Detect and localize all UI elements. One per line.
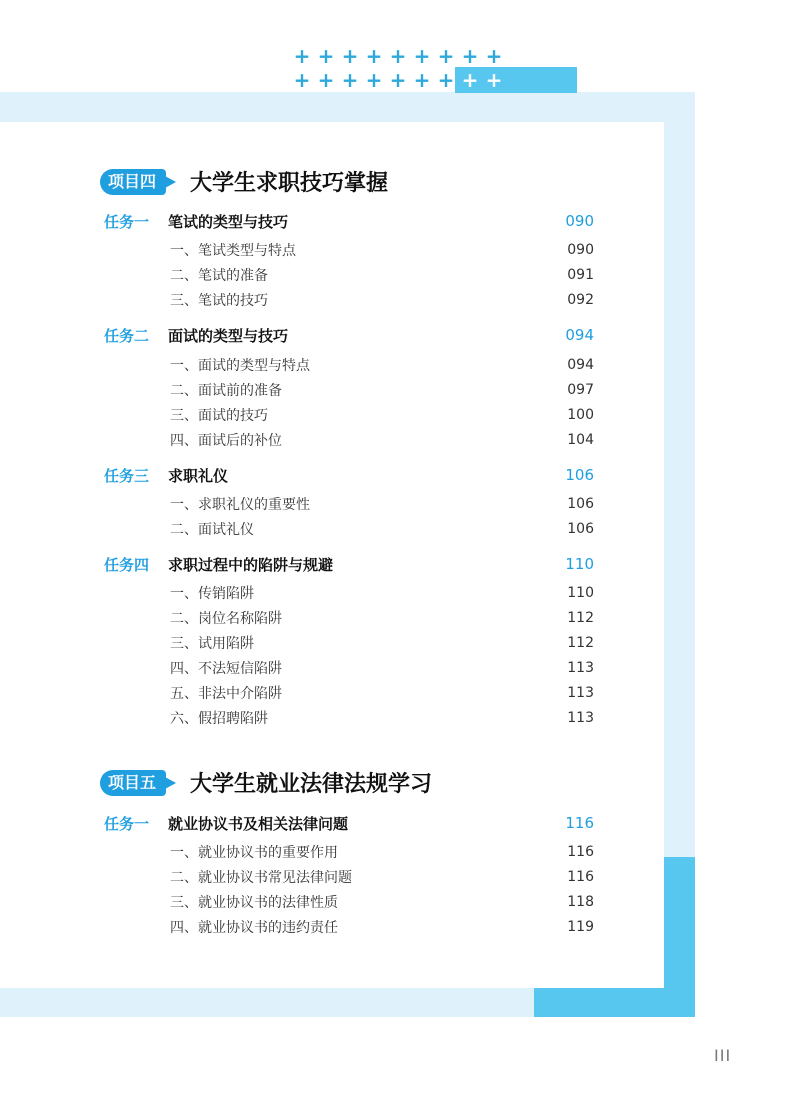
sub-page-number: 091 — [567, 267, 594, 283]
toc-sub-entry[interactable] — [170, 917, 594, 937]
toc-sub-entry[interactable] — [170, 708, 594, 728]
sub-title: 四、不法短信陷阱 — [170, 661, 282, 677]
sub-title: 二、面试礼仪 — [170, 522, 254, 538]
toc-sub-entry[interactable] — [170, 892, 594, 912]
toc-sub-entry[interactable] — [170, 240, 594, 260]
task-page-number: 110 — [565, 555, 594, 573]
plus-icon: + — [413, 68, 431, 92]
plus-icon: + — [389, 68, 407, 92]
sub-title: 一、就业协议书的重要作用 — [170, 845, 338, 861]
sub-page-number: 118 — [567, 894, 594, 910]
sub-page-number: 094 — [567, 357, 594, 373]
sub-title: 二、面试前的准备 — [170, 383, 282, 399]
sub-page-number: 090 — [567, 242, 594, 258]
toc-sub-entry[interactable] — [170, 583, 594, 603]
plus-icon: + — [485, 44, 503, 68]
toc-sub-entry[interactable] — [170, 683, 594, 703]
sub-title: 六、假招聘陷阱 — [170, 711, 268, 727]
task-label: 任务二 — [104, 326, 150, 345]
sub-title: 二、就业协议书常见法律问题 — [170, 870, 352, 886]
sub-page-number: 112 — [567, 635, 594, 651]
sub-page-number: 106 — [567, 496, 594, 512]
plus-icon: + — [341, 68, 359, 92]
plus-icon: + — [413, 44, 431, 68]
toc-sub-entry[interactable] — [170, 290, 594, 310]
task-label: 任务三 — [104, 466, 150, 485]
sub-page-number: 113 — [567, 660, 594, 676]
project-heading — [100, 767, 432, 798]
project-title: 大学生求职技巧掌握 — [190, 170, 389, 196]
toc-sub-entry[interactable] — [170, 519, 594, 539]
task-title: 求职礼仪 — [168, 466, 229, 485]
toc-sub-entry[interactable] — [170, 380, 594, 400]
plus-icon: + — [293, 68, 311, 92]
toc-sub-entry[interactable] — [170, 430, 594, 450]
toc-sub-entry[interactable] — [170, 355, 594, 375]
toc-sub-entry[interactable] — [170, 658, 594, 678]
project-badge: 项目四 — [100, 169, 166, 195]
plus-icon: + — [293, 44, 311, 68]
sub-page-number: 106 — [567, 521, 594, 537]
toc-sub-entry[interactable] — [170, 494, 594, 514]
sub-title: 四、就业协议书的违约责任 — [170, 920, 338, 936]
task-title: 笔试的类型与技巧 — [168, 212, 289, 231]
plus-icon: + — [341, 44, 359, 68]
toc-sub-entry[interactable] — [170, 842, 594, 862]
toc-task-entry[interactable] — [104, 812, 594, 834]
sub-page-number: 104 — [567, 432, 594, 448]
sub-page-number: 100 — [567, 407, 594, 423]
plus-icon: + — [461, 68, 479, 92]
task-title: 面试的类型与技巧 — [168, 326, 289, 345]
task-title: 就业协议书及相关法律问题 — [168, 814, 349, 833]
task-label: 任务一 — [104, 814, 150, 833]
sub-page-number: 112 — [567, 610, 594, 626]
plus-icon: + — [365, 68, 383, 92]
task-page-number: 106 — [565, 466, 594, 484]
plus-icon: + — [317, 68, 335, 92]
sub-title: 五、非法中介陷阱 — [170, 686, 282, 702]
plus-icon: + — [437, 68, 455, 92]
plus-icon: + — [365, 44, 383, 68]
sub-page-number: 097 — [567, 382, 594, 398]
plus-icon: + — [389, 44, 407, 68]
sub-title: 四、面试后的补位 — [170, 433, 282, 449]
sub-page-number: 113 — [567, 710, 594, 726]
toc-sub-entry[interactable] — [170, 867, 594, 887]
task-title: 求职过程中的陷阱与规避 — [168, 555, 334, 574]
sub-page-number: 110 — [567, 585, 594, 601]
task-page-number: 090 — [565, 212, 594, 230]
toc-sub-entry[interactable] — [170, 608, 594, 628]
toc-task-entry[interactable] — [104, 324, 594, 346]
sub-title: 一、面试的类型与特点 — [170, 358, 310, 374]
sub-title: 一、笔试类型与特点 — [170, 243, 296, 259]
task-label: 任务四 — [104, 555, 150, 574]
toc-sub-entry[interactable] — [170, 405, 594, 425]
sub-title: 一、求职礼仪的重要性 — [170, 497, 310, 513]
sub-page-number: 113 — [567, 685, 594, 701]
sub-page-number: 092 — [567, 292, 594, 308]
sub-title: 二、笔试的准备 — [170, 268, 268, 284]
sub-title: 三、笔试的技巧 — [170, 293, 268, 309]
task-label: 任务一 — [104, 212, 150, 231]
sub-title: 三、面试的技巧 — [170, 408, 268, 424]
project-badge: 项目五 — [100, 770, 166, 796]
sub-title: 二、岗位名称陷阱 — [170, 611, 282, 627]
plus-icon: + — [485, 68, 503, 92]
sub-title: 三、试用陷阱 — [170, 636, 254, 652]
sub-page-number: 119 — [567, 919, 594, 935]
task-page-number: 116 — [565, 814, 594, 832]
toc-task-entry[interactable] — [104, 464, 594, 486]
toc-task-entry[interactable] — [104, 210, 594, 232]
page-number: III — [714, 1046, 732, 1065]
sub-title: 三、就业协议书的法律性质 — [170, 895, 338, 911]
plus-icon: + — [461, 44, 479, 68]
sub-page-number: 116 — [567, 844, 594, 860]
plus-pattern — [290, 44, 510, 92]
project-title: 大学生就业法律法规学习 — [190, 771, 433, 797]
toc-task-entry[interactable] — [104, 553, 594, 575]
toc-sub-entry[interactable] — [170, 633, 594, 653]
sub-page-number: 116 — [567, 869, 594, 885]
plus-icon: + — [437, 44, 455, 68]
sub-title: 一、传销陷阱 — [170, 586, 254, 602]
plus-icon: + — [317, 44, 335, 68]
project-heading — [100, 166, 388, 197]
toc-sub-entry[interactable] — [170, 265, 594, 285]
task-page-number: 094 — [565, 326, 594, 344]
